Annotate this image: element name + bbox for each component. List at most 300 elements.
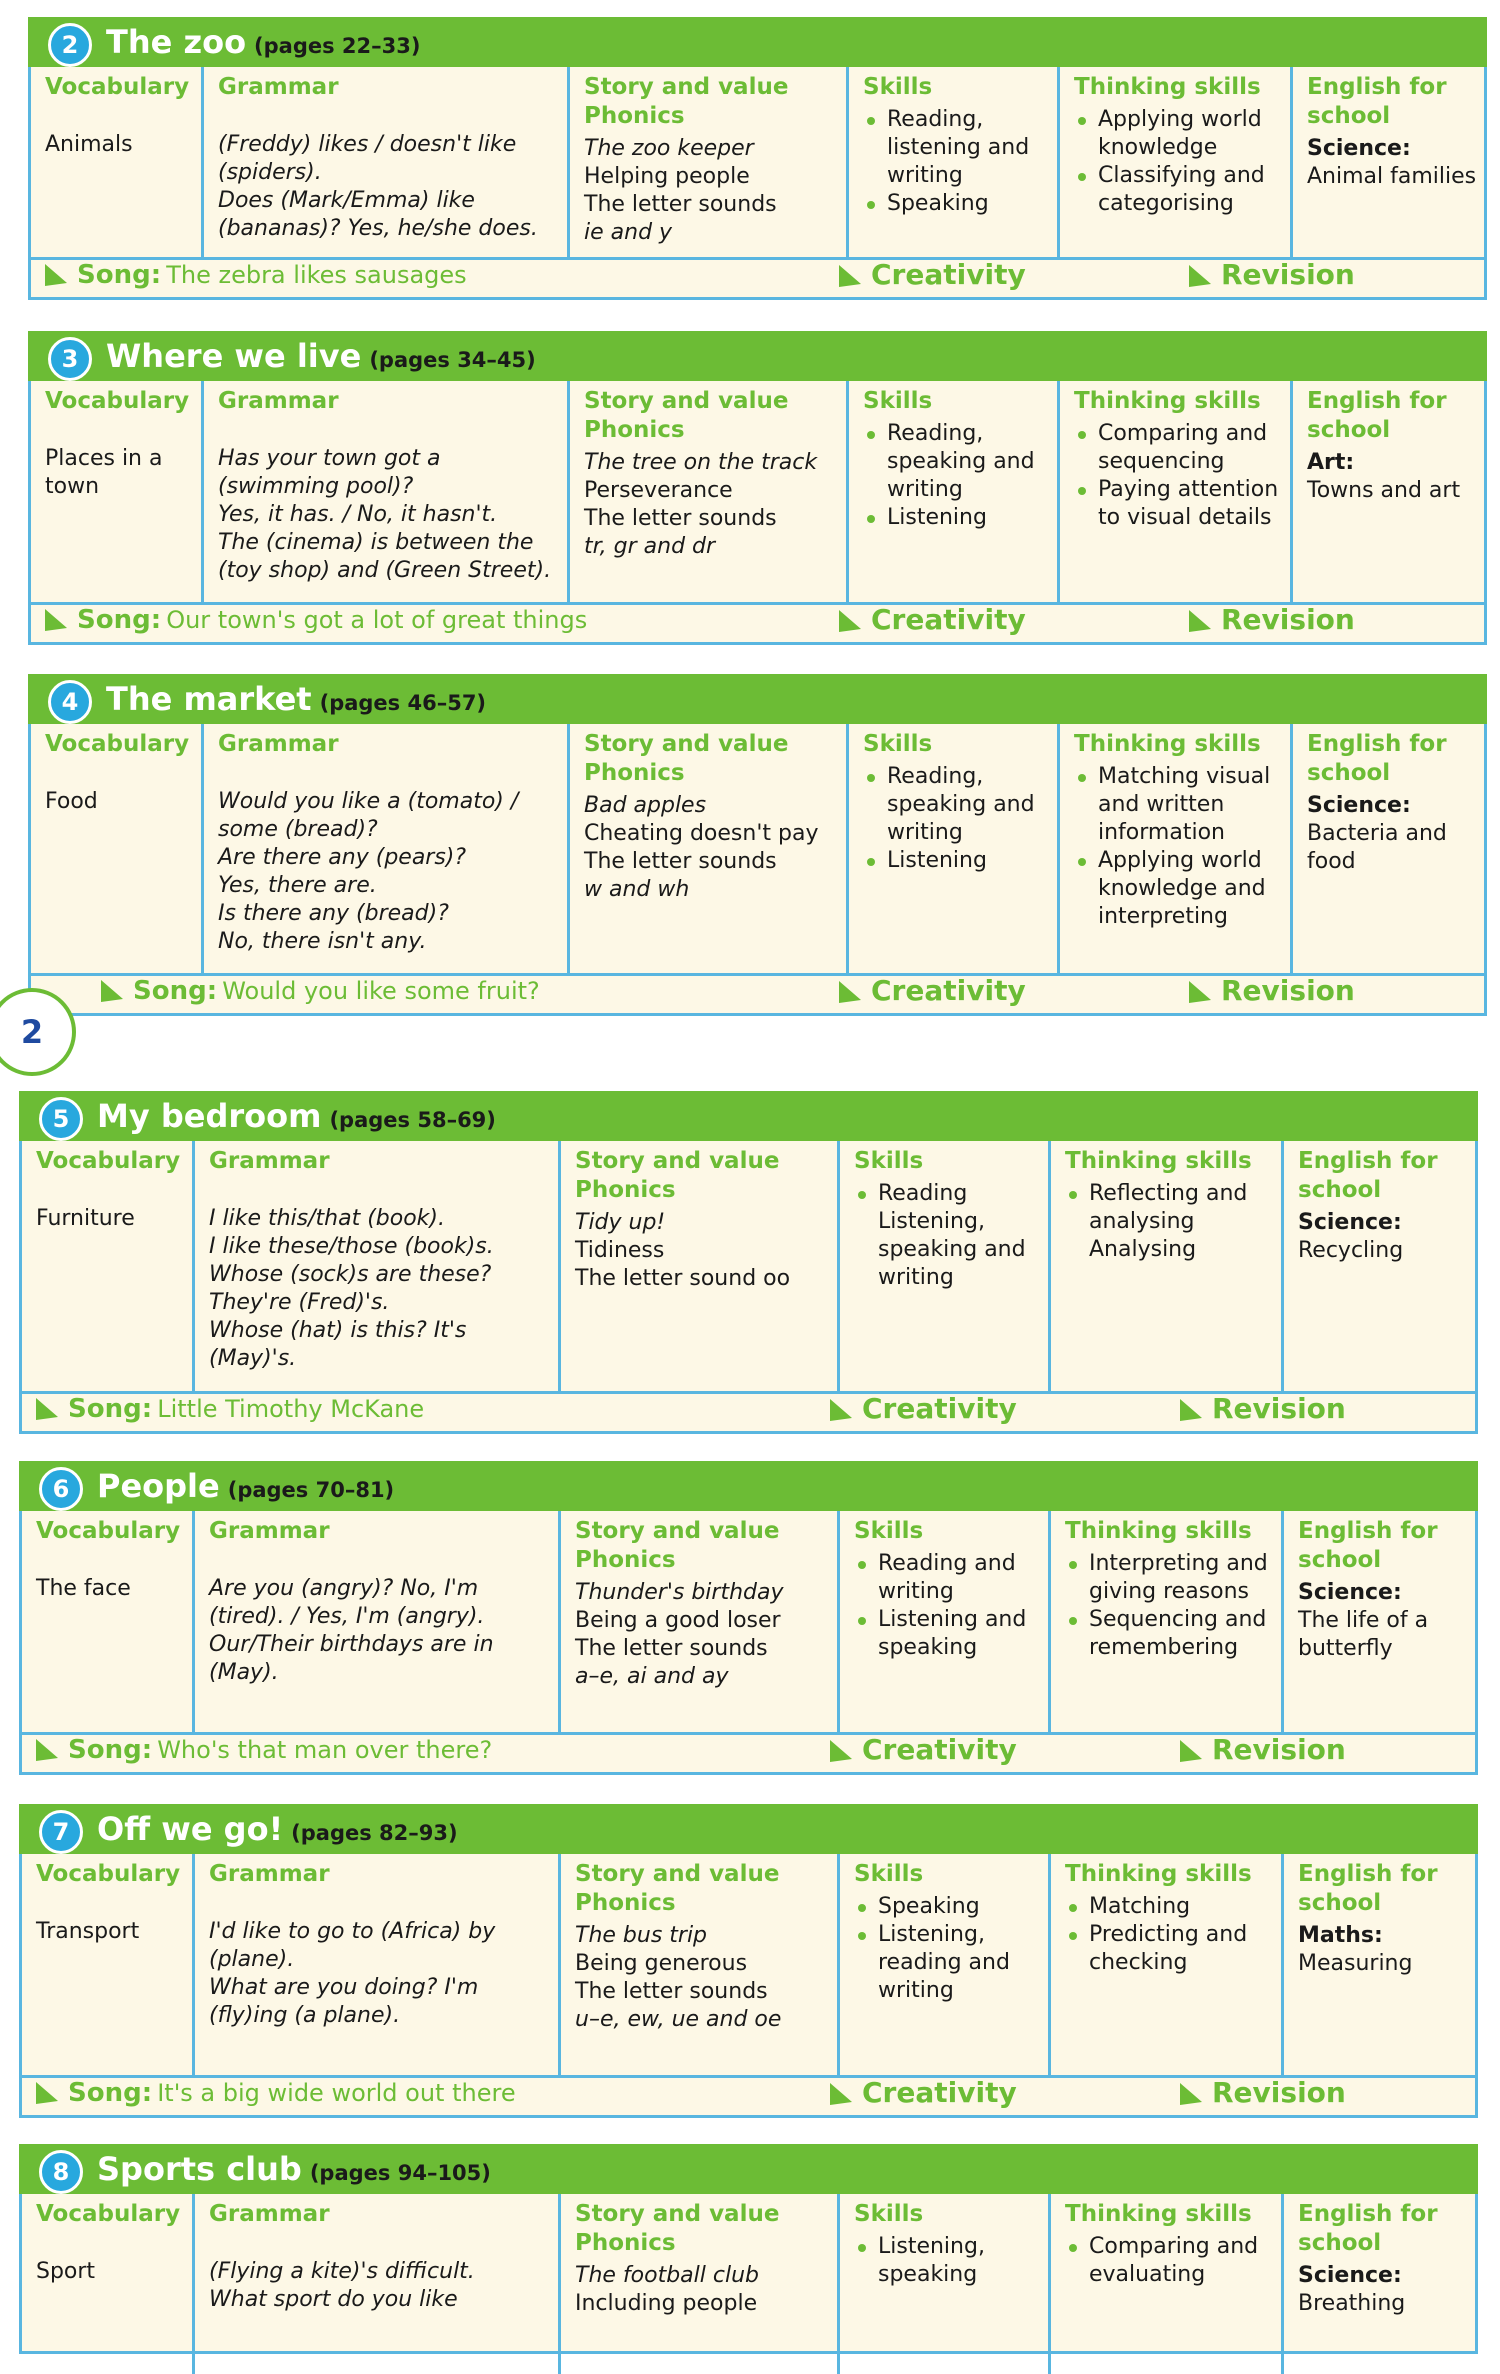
vocabulary-line: Furniture (36, 1206, 135, 1231)
song-label: Song: (68, 2078, 153, 2108)
skills-heading: Skills (854, 2201, 924, 2227)
unit-3 (28, 331, 1487, 645)
unit-header (19, 2144, 1478, 2194)
vocabulary-heading: Vocabulary (45, 388, 190, 414)
skill-item: Listening (863, 847, 1052, 875)
revision-entry (1180, 2071, 1346, 2115)
thinking-item: Paying attention to visual details (1074, 476, 1285, 532)
grammar-column (195, 2194, 561, 2314)
story-title: Thunder's birthday (575, 1580, 784, 1605)
revision-label: Revision (1221, 974, 1355, 1007)
english-topic: Recycling (1298, 1238, 1404, 1263)
arrow-icon (839, 264, 861, 294)
unit-title-text: The market (106, 680, 312, 718)
grammar-line: Yes, there are. (218, 873, 377, 898)
english-subject: Science: (1298, 1210, 1402, 1235)
vocabulary-text (45, 445, 196, 501)
english-topic: Towns and art (1307, 478, 1461, 503)
arrow-icon (45, 263, 67, 293)
story-value: Being a good loser (575, 1608, 781, 1633)
grammar-heading: Grammar (209, 1861, 330, 1887)
story-heading: Story and value (575, 1518, 780, 1544)
english-topic: Animal families (1307, 164, 1477, 189)
unit-pages: (pages 94–105) (309, 2161, 491, 2185)
grammar-line: I'd like to go to (Africa) by (209, 1919, 496, 1944)
arrow-icon (36, 1738, 58, 1768)
thinking-heading: Thinking skills (1065, 1518, 1252, 1544)
song-label: Song: (77, 260, 162, 290)
unit-pages: (pages 22–33) (254, 34, 421, 58)
skill-item: Listening, reading and writing (854, 1921, 1043, 2005)
grammar-line: (plane). (209, 1947, 295, 1972)
skills-list (854, 1550, 1043, 1662)
vocabulary-text (36, 2258, 187, 2286)
unit-title-text: Off we go! (97, 1810, 284, 1848)
arrow-icon (830, 1739, 852, 1769)
story-title: The zoo keeper (584, 136, 754, 161)
skills-column (840, 2194, 1051, 2289)
creativity-entry (839, 969, 1026, 1013)
song-entry (45, 598, 587, 642)
story-text (575, 1209, 832, 1293)
story-heading: Story and value (584, 388, 789, 414)
revision-entry (1189, 969, 1355, 1013)
story-heading: Story and value (575, 1861, 780, 1887)
phonics-line: The letter sounds (584, 849, 777, 874)
skill-item: Reading Listening, speaking and writing (854, 1180, 1043, 1292)
story-heading: Story and value (584, 74, 789, 100)
thinking-list (1065, 2233, 1276, 2289)
english-text (1298, 1579, 1470, 1663)
english-heading-2: school (1298, 2230, 1382, 2256)
thinking-heading: Thinking skills (1074, 731, 1261, 757)
grammar-line: (fly)ing (a plane). (209, 2003, 401, 2028)
grammar-line: Are you (angry)? No, I'm (209, 1576, 479, 1601)
unit-header (19, 1461, 1478, 1511)
grammar-line: (tired). / Yes, I'm (angry). (209, 1604, 485, 1629)
vocabulary-line: Animals (45, 132, 133, 157)
page-number-circle: 2 (0, 988, 76, 1076)
skill-item: Listening (863, 504, 1052, 532)
english-topic: Bacteria and food (1307, 821, 1447, 874)
grammar-heading: Grammar (218, 731, 339, 757)
skills-heading: Skills (863, 388, 933, 414)
story-value: Perseverance (584, 478, 733, 503)
skills-heading: Skills (863, 731, 933, 757)
story-value: Being generous (575, 1951, 748, 1976)
english-text (1307, 449, 1479, 505)
unit-8 (19, 2144, 1478, 2354)
story-title: Bad apples (584, 793, 707, 818)
skills-list (854, 2233, 1043, 2289)
story-column (561, 2194, 840, 2318)
grammar-line: What are you doing? I'm (209, 1975, 479, 2000)
vocabulary-column (22, 1141, 195, 1233)
unit-title-text: Where we live (106, 337, 362, 375)
english-subject: Art: (1307, 450, 1355, 475)
thinking-list (1074, 106, 1285, 218)
unit-title (97, 1808, 458, 1854)
story-text (584, 449, 841, 561)
vocabulary-column (31, 381, 204, 501)
unit-6 (19, 1461, 1478, 1775)
skills-heading: Skills (854, 1861, 924, 1887)
skills-column (840, 1141, 1051, 1292)
story-value: Including people (575, 2291, 758, 2316)
creativity-label: Creativity (871, 974, 1026, 1007)
story-heading: Story and value (575, 2201, 780, 2227)
english-column (1284, 1511, 1478, 1663)
unit-footer (22, 2071, 1475, 2115)
grammar-text (209, 1575, 553, 1687)
song-title: It's a big wide world out there (157, 2079, 516, 2107)
unit-pages: (pages 70–81) (227, 1478, 395, 1502)
grammar-line: I like this/that (book). (209, 1206, 445, 1231)
thinking-column (1051, 2194, 1284, 2289)
english-heading-2: school (1298, 1177, 1382, 1203)
english-heading-1: English for (1298, 1148, 1438, 1174)
english-heading-1: English for (1298, 1518, 1438, 1544)
english-topic: Measuring (1298, 1951, 1413, 1976)
song-entry (45, 253, 467, 297)
english-subject: Science: (1307, 793, 1411, 818)
arrow-icon (36, 2081, 58, 2111)
story-column (570, 724, 849, 904)
english-column (1284, 1141, 1478, 1265)
skill-item: Speaking (854, 1893, 1043, 1921)
thinking-heading: Thinking skills (1074, 74, 1261, 100)
thinking-list (1074, 420, 1285, 532)
vocabulary-text (36, 1918, 187, 1946)
grammar-line: The (cinema) is between the (218, 530, 534, 555)
arrow-icon (1180, 1398, 1202, 1428)
unit-number-badge: 4 (48, 680, 92, 724)
song-title: Little Timothy McKane (157, 1395, 425, 1423)
unit-4 (28, 674, 1487, 1016)
unit-number-badge: 6 (39, 1467, 83, 1511)
song-entry (36, 2071, 516, 2115)
english-heading-1: English for (1307, 388, 1447, 414)
skills-list (854, 1893, 1043, 2005)
unit-header (28, 674, 1487, 724)
thinking-column (1051, 1854, 1284, 1977)
song-label: Song: (68, 1735, 153, 1765)
phonics-heading: Phonics (575, 2230, 676, 2256)
grammar-column (204, 724, 570, 956)
phonics-line: The letter sounds (575, 1979, 768, 2004)
english-topic: Breathing (1298, 2291, 1406, 2316)
thinking-heading: Thinking skills (1065, 2201, 1252, 2227)
thinking-list (1065, 1550, 1276, 1662)
story-text (575, 2262, 832, 2318)
unit-title (97, 1095, 496, 1141)
skill-item: Listening, speaking (854, 2233, 1043, 2289)
story-text (575, 1922, 832, 2034)
skill-item: Reading, listening and writing (863, 106, 1052, 190)
phonics-line: The letter sounds (575, 1636, 768, 1661)
thinking-list (1065, 1893, 1276, 1977)
skill-item: Reading, speaking and writing (863, 420, 1052, 504)
creativity-entry (830, 1728, 1017, 1772)
vocabulary-column (22, 2194, 195, 2286)
revision-entry (1189, 598, 1355, 642)
creativity-label: Creativity (862, 1733, 1017, 1766)
unit-title (106, 21, 420, 67)
grammar-line: They're (Fred)'s. (209, 1290, 390, 1315)
arrow-icon (101, 979, 123, 1009)
unit-number-badge: 3 (48, 337, 92, 381)
revision-entry (1180, 1728, 1346, 1772)
unit-pages: (pages 46–57) (319, 691, 487, 715)
grammar-line: I like these/those (book)s. (209, 1234, 494, 1259)
vocabulary-heading: Vocabulary (36, 1148, 181, 1174)
unit-number-badge: 5 (39, 1097, 83, 1141)
unit-number-badge: 8 (39, 2150, 83, 2194)
english-heading-1: English for (1298, 1861, 1438, 1887)
grammar-column (204, 67, 570, 243)
grammar-text (209, 1205, 553, 1373)
vocabulary-text (36, 1575, 187, 1603)
phonics-heading: Phonics (575, 1547, 676, 1573)
vocabulary-line: Sport (36, 2259, 96, 2284)
thinking-column (1051, 1511, 1284, 1662)
english-text (1298, 1209, 1470, 1265)
unit-header (28, 331, 1487, 381)
phonics-heading: Phonics (575, 1890, 676, 1916)
unit-title-text: People (97, 1467, 220, 1505)
vocabulary-heading: Vocabulary (36, 1518, 181, 1544)
thinking-item: Applying world knowledge (1074, 106, 1285, 162)
song-entry (36, 1387, 424, 1431)
vocabulary-line: Places in a (45, 446, 163, 471)
skill-item: Reading and writing (854, 1550, 1043, 1606)
unit-number-badge: 7 (39, 1810, 83, 1854)
story-column (570, 381, 849, 561)
english-subject: Science: (1298, 2263, 1402, 2288)
grammar-text (218, 131, 562, 243)
english-heading-2: school (1307, 103, 1391, 129)
unit-title (97, 2148, 491, 2194)
unit-title (97, 1465, 394, 1511)
song-entry (101, 969, 540, 1013)
grammar-line: Whose (sock)s are these? (209, 1262, 492, 1287)
skill-item: Listening and speaking (854, 1606, 1043, 1662)
revision-label: Revision (1221, 258, 1355, 291)
vocabulary-heading: Vocabulary (36, 2201, 181, 2227)
skills-list (863, 106, 1052, 218)
grammar-heading: Grammar (218, 388, 339, 414)
phonics-heading: Phonics (584, 103, 685, 129)
english-subject: Science: (1298, 1580, 1402, 1605)
creativity-entry (839, 598, 1026, 642)
unit-7 (19, 1804, 1478, 2118)
creativity-entry (830, 2071, 1017, 2115)
unit-header (28, 17, 1487, 67)
vocabulary-text (36, 1205, 187, 1233)
grammar-text (218, 788, 562, 956)
phonics-letters: a–e, ai and ay (575, 1664, 729, 1689)
story-title: Tidy up! (575, 1210, 666, 1235)
story-text (575, 1579, 832, 1691)
phonics-letters: w and wh (584, 877, 690, 902)
english-heading-1: English for (1307, 731, 1447, 757)
english-text (1307, 135, 1479, 191)
grammar-line: (Flying a kite)'s difficult. (209, 2259, 475, 2284)
thinking-item: Comparing and evaluating (1065, 2233, 1276, 2289)
vocabulary-line: The face (36, 1576, 131, 1601)
unit-pages: (pages 58–69) (329, 1108, 496, 1132)
unit-footer (22, 1387, 1475, 1431)
grammar-line: Whose (hat) is this? It's (209, 1318, 467, 1343)
phonics-line: The letter sounds (584, 192, 777, 217)
story-title: The bus trip (575, 1923, 708, 1948)
creativity-label: Creativity (862, 2076, 1017, 2109)
arrow-icon (1180, 2082, 1202, 2112)
grammar-line: Are there any (pears)? (218, 845, 467, 870)
grammar-line: What sport do you like (209, 2287, 458, 2312)
arrow-icon (830, 2082, 852, 2112)
phonics-line: The letter sounds (584, 506, 777, 531)
grammar-line: (bananas)? Yes, he/she does. (218, 216, 538, 241)
creativity-entry (830, 1387, 1017, 1431)
song-title: Who's that man over there? (157, 1736, 493, 1764)
vocabulary-line: Transport (36, 1919, 140, 1944)
thinking-heading: Thinking skills (1065, 1861, 1252, 1887)
skills-list (863, 763, 1052, 875)
unit-header (19, 1091, 1478, 1141)
unit-2 (28, 17, 1487, 300)
skills-list (863, 420, 1052, 532)
arrow-icon (1189, 264, 1211, 294)
grammar-line: (toy shop) and (Green Street). (218, 558, 552, 583)
song-label: Song: (68, 1394, 153, 1424)
skills-column (849, 381, 1060, 532)
arrow-icon (1189, 609, 1211, 639)
english-text (1298, 1922, 1470, 1978)
story-title: The football club (575, 2263, 759, 2288)
english-column (1284, 1854, 1478, 1978)
thinking-item: Matching visual and written information (1074, 763, 1285, 847)
english-heading-2: school (1307, 417, 1391, 443)
grammar-line: No, there isn't any. (218, 929, 427, 954)
skills-heading: Skills (854, 1148, 924, 1174)
grammar-heading: Grammar (209, 2201, 330, 2227)
vocabulary-heading: Vocabulary (45, 74, 190, 100)
revision-entry (1189, 253, 1355, 297)
skills-column (840, 1854, 1051, 2005)
story-title: The tree on the track (584, 450, 818, 475)
thinking-heading: Thinking skills (1074, 388, 1261, 414)
revision-entry (1180, 1387, 1346, 1431)
grammar-text (218, 445, 562, 585)
grammar-line: Yes, it has. / No, it hasn't. (218, 502, 498, 527)
creativity-label: Creativity (862, 1392, 1017, 1425)
vocabulary-text (45, 788, 196, 816)
grammar-line: (spiders). (218, 160, 322, 185)
vocabulary-column (31, 724, 204, 816)
phonics-letters: ie and y (584, 220, 673, 245)
english-heading-1: English for (1307, 74, 1447, 100)
arrow-icon (36, 1397, 58, 1427)
thinking-item: Predicting and checking (1065, 1921, 1276, 1977)
story-text (584, 792, 841, 904)
story-value: Helping people (584, 164, 750, 189)
story-heading: Story and value (584, 731, 789, 757)
vocabulary-line: Food (45, 789, 98, 814)
english-text (1307, 792, 1479, 876)
grammar-column (204, 381, 570, 585)
grammar-line: Is there any (bread)? (218, 901, 449, 926)
vocabulary-column (22, 1854, 195, 1946)
unit-footer (22, 1728, 1475, 1772)
unit-footer (31, 969, 1484, 1013)
story-value: Cheating doesn't pay (584, 821, 819, 846)
unit-pages: (pages 82–93) (291, 1821, 458, 1845)
unit-5 (19, 1091, 1478, 1434)
arrow-icon (1189, 980, 1211, 1010)
thinking-item: Comparing and sequencing (1074, 420, 1285, 476)
thinking-column (1060, 724, 1293, 931)
vocabulary-line: town (45, 474, 100, 499)
english-subject: Maths: (1298, 1923, 1383, 1948)
grammar-line: Would you like a (tomato) / (218, 789, 519, 814)
thinking-column (1060, 67, 1293, 218)
grammar-heading: Grammar (218, 74, 339, 100)
unit-header (19, 1804, 1478, 1854)
arrow-icon (1180, 1739, 1202, 1769)
creativity-label: Creativity (871, 603, 1026, 636)
grammar-line: Has your town got a (218, 446, 441, 471)
thinking-column (1060, 381, 1293, 532)
grammar-line: some (bread)? (218, 817, 378, 842)
grammar-text (209, 1918, 553, 2030)
arrow-icon (830, 1398, 852, 1428)
unit-title-text: The zoo (106, 23, 247, 61)
english-column (1293, 724, 1487, 876)
story-column (570, 67, 849, 247)
creativity-entry (839, 253, 1026, 297)
skill-item: Speaking (863, 190, 1052, 218)
skills-column (849, 67, 1060, 218)
unit-title-text: Sports club (97, 2150, 302, 2188)
story-column (561, 1511, 840, 1691)
grammar-line: Does (Mark/Emma) like (218, 188, 475, 213)
song-title: Would you like some fruit? (222, 977, 540, 1005)
vocabulary-text (45, 131, 196, 159)
english-subject: Science: (1307, 136, 1411, 161)
thinking-heading: Thinking skills (1065, 1148, 1252, 1174)
story-text (584, 135, 841, 247)
grammar-line: (swimming pool)? (218, 474, 414, 499)
story-value: Tidiness (575, 1238, 665, 1263)
thinking-item: Reflecting and analysing Analysing (1065, 1180, 1276, 1264)
english-text (1298, 2262, 1470, 2318)
english-column (1284, 2194, 1478, 2318)
song-entry (36, 1728, 492, 1772)
skills-heading: Skills (854, 1518, 924, 1544)
phonics-letters: u–e, ew, ue and oe (575, 2007, 782, 2032)
skills-list (854, 1180, 1043, 1292)
english-column (1293, 381, 1487, 505)
arrow-icon (45, 608, 67, 638)
grammar-text (209, 2258, 553, 2314)
grammar-column (195, 1511, 561, 1687)
unit-title (106, 335, 536, 381)
english-topic: The life of a butterfly (1298, 1608, 1429, 1661)
phonics-heading: Phonics (584, 417, 685, 443)
thinking-list (1065, 1180, 1276, 1264)
thinking-item: Sequencing and remembering (1065, 1606, 1276, 1662)
